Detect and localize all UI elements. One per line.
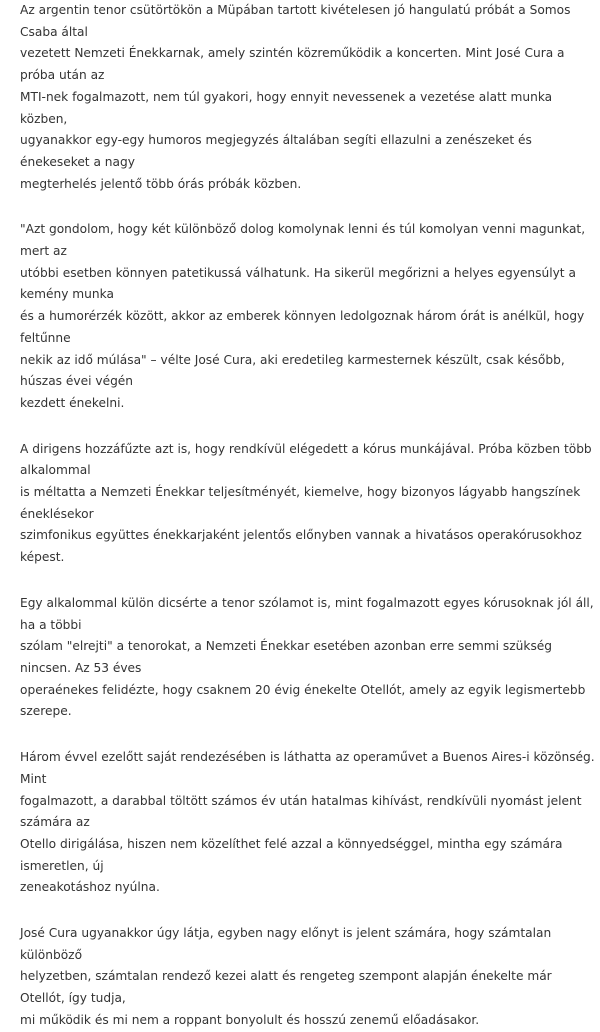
article-paragraph-5: Három évvel ezelőtt saját rendezésében is láthatta az operaművet a Buenos Aires-i közönség. Mint fogalmazott, a darabbal töltött számos év után hatalmas kihívást, rendkívüli nyomást jelent számára az Otello dirigálása, hiszen nem közelíthet felé azzal a könnyedséggel, mintha egy számára ismeretlen, új zeneakotáshoz nyúlna.	[20, 750, 595, 895]
article-paragraph-6: José Cura ugyanakkor úgy látja, egyben nagy előnyt is jelent számára, hogy számtalan különböző helyzetben, számtalan rendező kezei alatt és rengeteg szempont alapján énekelte már Otellót, így tudja, mi működik és mi nem a roppant bonyolult és hosszú zenemű előadásakor.	[20, 926, 552, 1027]
article-paragraph-1: Az argentin tenor csütörtökön a Müpában tartott kivételesen jó hangulatú próbát a Somos Csaba által vezetett Nemzeti Énekkarnak, amely szintén közreműködik a koncerten. Mint José Cura a próba után az MTI-nek fogalmazott, nem túl gyakori, hogy ennyit nevessenek a vezetése alatt munka közben, ugyanakkor egy-egy humoros megjegyzés általában segíti ellazulni a zenészeket és énekeseket a nagy megterhelés jelentő több órás próbák közben.	[20, 3, 571, 191]
article-paragraph-2: "Azt gondolom, hogy két különböző dolog komolynak lenni és túl komolyan venni magunkat, mert az utóbbi esetben könnyen patetikussá válhatunk. Ha sikerül megőrizni a helyes egyensúlyt a kemény munka és a humorérzék között, akkor az emberek könnyen ledolgoznak három órát is anélkül, hogy feltűnne nekik az idő múlása" – vélte José Cura, aki eredetileg karmesternek készült, csak később, húszas évei végén kezdett énekelni.	[20, 222, 586, 410]
article-paragraph-4: Egy alkalommal külön dicsérte a tenor szólamot is, mint fogalmazott egyes kórusoknak jól áll, ha a többi szólam "elrejti" a tenorokat, a Nemzeti Énekkar esetében azonban erre semmi szükség nincsen. Az 53 éves operaénekes felidézte, hogy csaknem 20 évig énekelte Otellót, amely az egyik legismertebb szerepe.	[20, 595, 594, 719]
article-paragraph-3: A dirigens hozzáfűzte azt is, hogy rendkívül elégedett a kórus munkájával. Próba közben több alkalommal is méltatta a Nemzeti Énekkar teljesítményét, kiemelve, hogy bizonyos lágyabb hangszínek éneklésekor szimfonikus együttes énekkarjaként jelentős előnyben vannak a hivatásos operakórusokhoz képest.	[20, 441, 592, 565]
